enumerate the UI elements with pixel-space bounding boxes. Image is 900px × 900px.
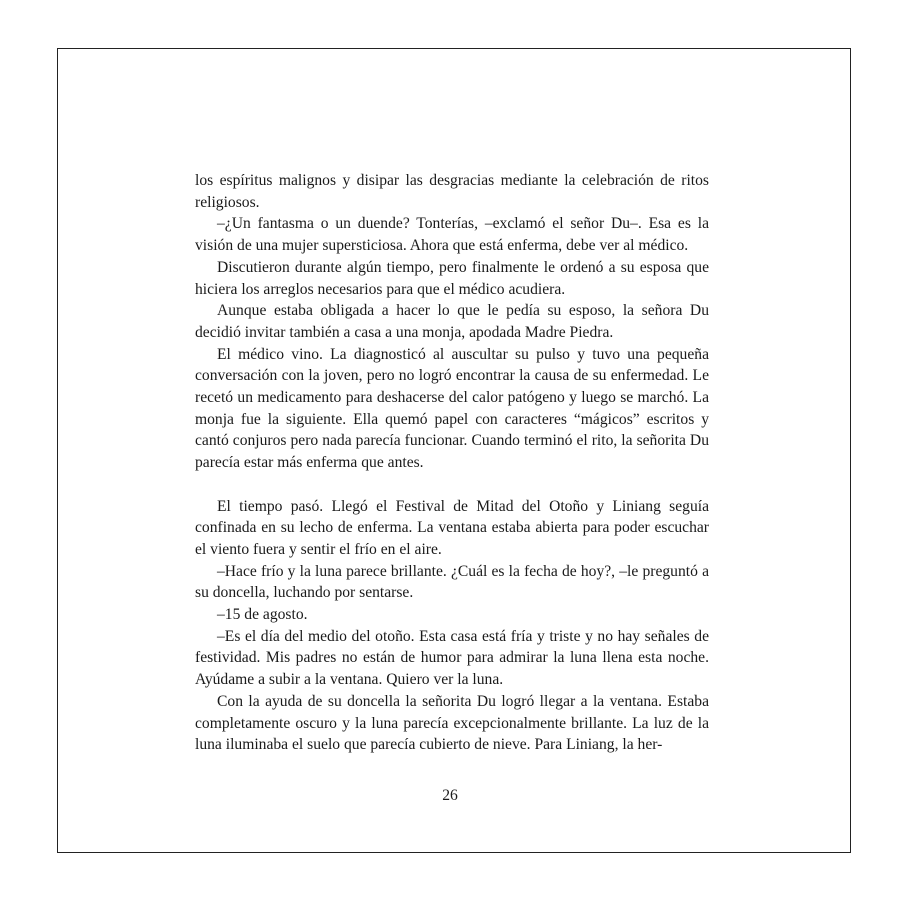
paragraph: –Hace frío y la luna parece brillante. ¿Cuál es la fecha de hoy?, –le preguntó a su doncella, luchando por sentarse.: [195, 562, 709, 602]
paragraph: –¿Un fantasma o un duende? Tonterías, –exclamó el señor Du–. Esa es la visión de una mujer supersticiosa. Ahora que está enferma, debe ver al médico.: [195, 215, 709, 255]
paragraph: Discutieron durante algún tiempo, pero finalmente le ordenó a su esposa que hiciera los arreglos necesarios para que el médico acudiera.: [195, 258, 709, 298]
paragraph: –15 de agosto.: [217, 606, 308, 624]
page-number: 26: [442, 787, 458, 804]
paragraph: los espíritus malignos y disipar las desgracias mediante la celebración de ritos religiosos.: [195, 172, 709, 211]
section-break: [195, 474, 709, 496]
body-text: [195, 170, 709, 756]
paragraph: Aunque estaba obligada a hacer lo que le pedía su esposo, la señora Du decidió invitar también a casa a una monja, apodada Madre Piedra.: [195, 302, 709, 341]
paragraph: El tiempo pasó. Llegó el Festival de Mitad del Otoño y Liniang seguía confinada en su lecho de enferma. La ventana estaba abierta para poder escuchar el viento fuera y sentir el frío en el aire.: [195, 497, 709, 558]
paragraph: Con la ayuda de su doncella la señorita Du logró llegar a la ventana. Estaba completamente oscuro y la luna parecía excepcionalmente brillante. La luz de la luna iluminaba el suelo que parecía cubierto de nieve. Para Liniang, la her-: [195, 692, 709, 754]
paragraph: –Es el día del medio del otoño. Esta casa está fría y triste y no hay señales de festividad. Mis padres no están de humor para admirar la luna llena esta noche. Ayúdame a subir a la ventana. Quiero ver la luna.: [195, 627, 709, 689]
paragraph: El médico vino. La diagnosticó al auscultar su pulso y tuvo una pequeña conversación con la joven, pero no logró encontrar la causa de su enfermedad. Le recetó un medicamento para deshacerse del calor patógeno y luego se marchó. La monja fue la siguiente. Ella quemó papel con caracteres “mágicos” escritos y cantó conjuros pero nada parecía funcionar. Cuando terminó el rito, la señorita Du parecía estar más enferma que antes.: [195, 345, 709, 472]
